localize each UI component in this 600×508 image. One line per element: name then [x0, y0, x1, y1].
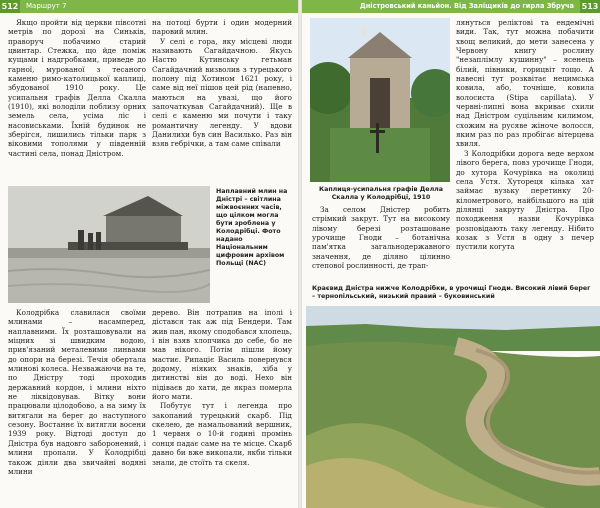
paragraph: дерево. Він потрапив на іполі і дістався так аж під Бендери. Там жив пан, якому сподобався хлопець, і він взяв хлопчика до себе, бо не мав нікого. Потім пішли йому мастиє. Рипаціє Василь повернувся додому, ніяких знаків, хіба у дитинстві він до воді. Нехо він підіваєв до хати, де якраз померла його мати. [152, 308, 292, 402]
paragraph: Побутує тут і легенда про закопаний турецький скарб. Під скелею, де намальований вершник, 1 червня о 10-й годині промінь сонця падає саме на те місце. Скарб давно би вже викопали, якби тільки знали, де стоїть та скеля. [152, 401, 292, 467]
paragraph: на потоці бурти і один модерний паровий млин. [152, 18, 292, 37]
right-header-bar [302, 0, 600, 13]
paragraph: За селом Дністер робить стрімкий закрут. Тут на високому лівому березі розташоване урочище Гноди – ботанічна пам'ятка загальнодержавного значення, де діляно цілинно степової рослинності, де трап- [312, 205, 450, 271]
left-col1-top [8, 18, 146, 158]
paragraph: З Колодрібки дорога веде верхом лівого берега, повз урочище Гноди, до хутора Кочурівка на околиці села Устя. Хутореця кілька хат займає вузьку перетинку 20-кілометрового, найбільшого на цій ділянці закруту Дністра. Про походження назви Кочурівка розповідають таку легенду. Нібито козак з Устя в одну з печер пустили когута [456, 148, 594, 252]
right-col-top [456, 18, 594, 252]
left-col2-bottom [152, 308, 292, 467]
floating-mill-photo [8, 186, 210, 303]
landscape-illustration [306, 306, 600, 508]
paragraph: лянуться реліктові та ендемічні види. Так, тут можна побачити хвощ великий, до мети занесена у Червону книгу рослину "незаплімлу кушинну" – ясенець білий, півники, горицвіт тощо. А навесні тут розквітає нецимська ковила, або, точніше, ковила волосиста (Stipa capillata). У червні-липні вона вкриває схили над Дністром суцільним килимом, схожим на русяве жіноче волосся, яким раз по раз пробігає вітерцева хвиля. [456, 18, 594, 149]
right-col-mid [312, 205, 450, 270]
running-header-left: Маршрут 7 [26, 2, 67, 10]
chapel-illustration [310, 18, 450, 182]
page-number-right: 513 [581, 2, 599, 11]
chapel-photo-caption: Каплиця-усипальня графів Делла Скалла у Колодрібці, 1910 [318, 186, 444, 201]
paragraph: Якщо пройти від церкви півсотні метрів по дорозі на Синьків, праворуч побачимо старий цвинтар. Стежка, що йде поміж кущами і надгробками, приведе до гарної, мурованої з тесаного каменю римо-католицької каплиці, збудованої 1910 року. Це усипальня графів Делла Скалла (1910), які володіли поблизу орних земель села, усіма ліс і насовиськами. Їхній будинок не зберігся, лишились тільки парк з віковими тополями у південній частині села, понад Дністром. [8, 18, 146, 158]
left-header-bar [0, 0, 298, 13]
running-header-right: Дністровський каньйон. Від Заліщиків до гирла Збруча [359, 2, 574, 10]
mill-photo-caption: Наплавний млин на Дністрі – світлина міжвоєнних часів, що цілком могла бути зроблена у Колодрібці. Фото надано Національним цифровим архівом Польщі (NAC) [216, 188, 288, 267]
paragraph: Колодрібка славилася своїми млинами – насамперед, наплавними. Їх розташовували на міцних зі швидким водою, прив'язаний металевими линвами до опори на березі. Течія обертала млинові колеса. Незважаючи на те, по Дністру тоді проходив державний кордон, і млини ніхто не ліквідовував. Вітку вони працювали цілодобово, а на зиму їх витягали на берег до наступного сезону. Востаннє їх витягли восени 1939 року. Відтоді доступ до Дністра був надовго заборонений, і млини пропали. У Колодрібці також діяли два звичайні водяні млини [8, 308, 146, 476]
paragraph: У селі є гора, яку місцеві люди називають Сагайдачною. Якусь Настю Кутинську гетьман Сагайдачний визволив з турецького полону під Хотином 1621 року, і саме від неї пішов цей рід (напевно, маються на увазі, що його започаткував Сагайдачний). Ще в селі є каменю ми почути і таку романтичну легенду. У вдови Данилихи був син Василько. Раз він взяв гебрічки, а там саме співали [152, 36, 292, 149]
landscape-caption: Краєвид Дністра нижче Колодрібки, в урочищі Гноди. Високий лівий берег – тернопільський, низький правий – буковинський [312, 285, 591, 300]
left-col2-top [152, 18, 292, 149]
right-page [302, 0, 600, 508]
mill-illustration [8, 186, 210, 303]
dniester-landscape-photo [306, 306, 600, 508]
left-col1-bottom [8, 308, 146, 476]
page-number-left: 512 [1, 2, 19, 11]
left-page [0, 0, 298, 508]
chapel-photo [310, 18, 450, 182]
